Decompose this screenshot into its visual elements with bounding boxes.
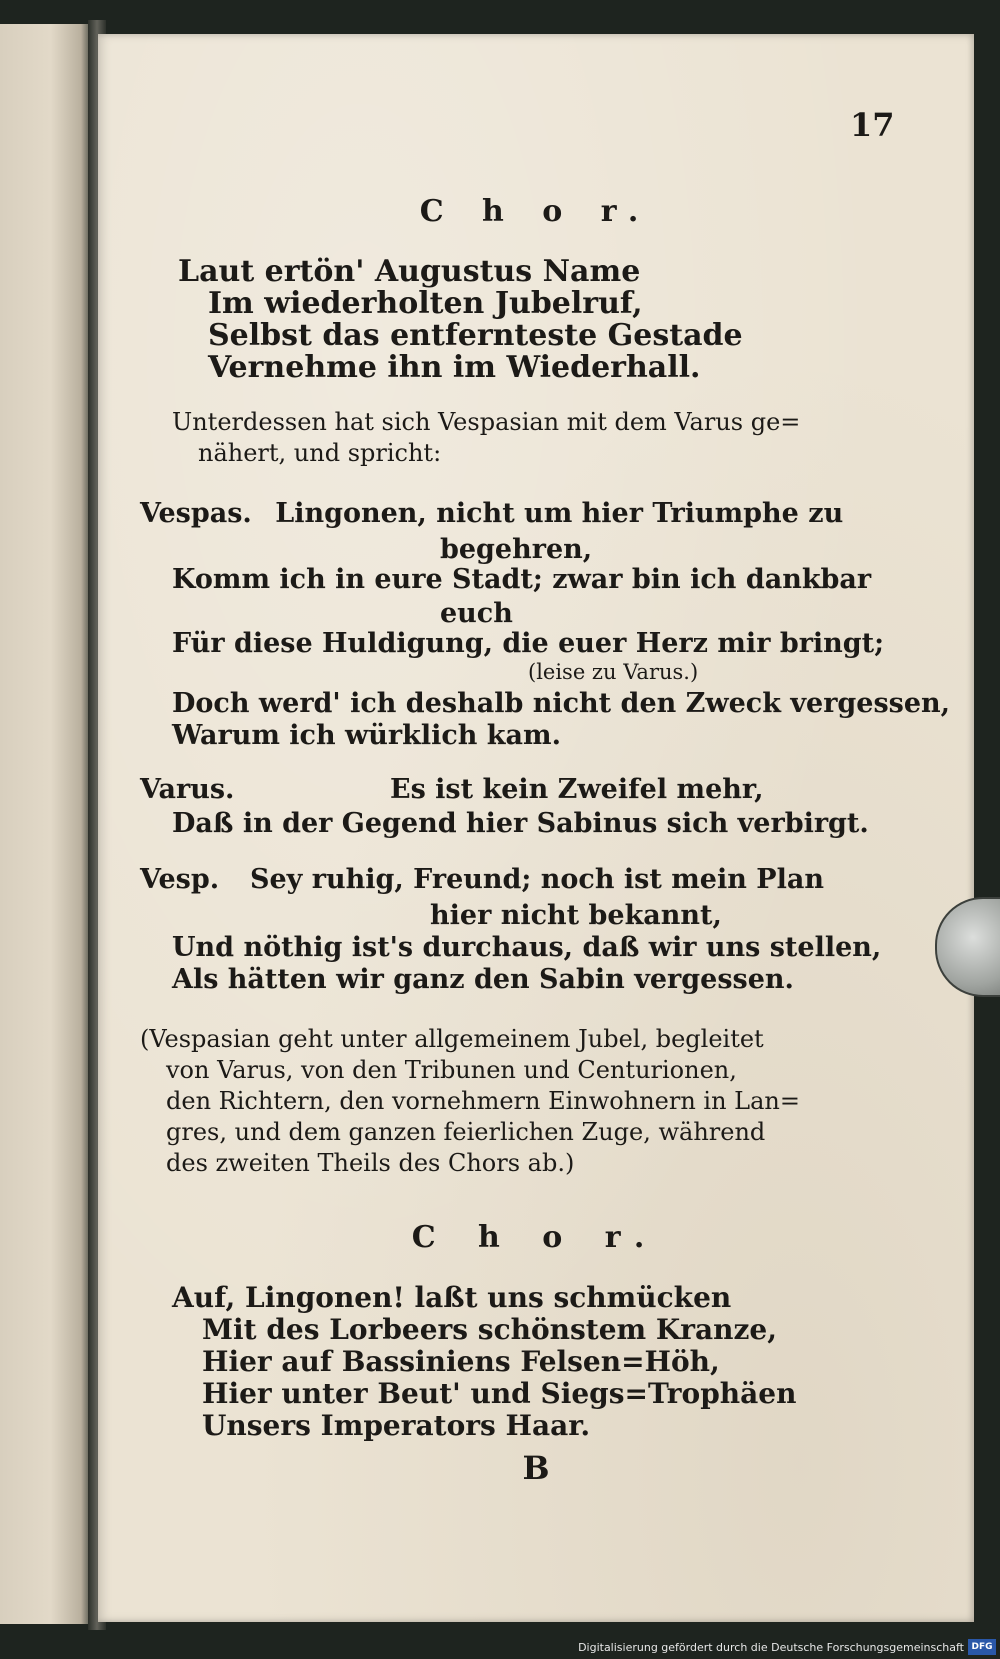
speech-line: Sey ruhig, Freund; noch ist mein Plan — [250, 864, 824, 895]
speech-line-continuation: hier nicht bekannt, — [430, 900, 722, 931]
verse-line: Auf, Lingonen! laßt uns schmücken — [172, 1281, 732, 1314]
verse-line: Hier unter Beut' und Siegs=Trophäen — [202, 1377, 797, 1410]
stage-direction-2 — [140, 1024, 800, 1179]
dfg-logo-icon: DFG — [968, 1639, 996, 1655]
stage-line: gres, und dem ganzen feierlichen Zuge, während — [166, 1118, 766, 1146]
book-page — [98, 34, 974, 1622]
funding-credit: Digitalisierung gefördert durch die Deutsche Forschungsgemeinschaft — [578, 1641, 964, 1654]
speech-line: Für diese Huldigung, die euer Herz mir bringt; — [172, 628, 885, 659]
verse-line: Hier auf Bassiniens Felsen=Höh, — [202, 1345, 720, 1378]
speech-line: Lingonen, nicht um hier Triumphe zu — [275, 498, 844, 529]
stage-line: von Varus, von den Tribunen und Centurionen, — [166, 1056, 737, 1084]
stage-direction-1 — [172, 407, 800, 469]
stage-line: nähert, und spricht: — [198, 439, 442, 467]
verse-line: Unsers Imperators Haar. — [202, 1409, 591, 1442]
speech-line: Warum ich würklich kam. — [172, 720, 561, 751]
chorus-2 — [172, 1282, 796, 1442]
speech-line: Doch werd' ich deshalb nicht den Zweck vergessen, — [172, 688, 951, 719]
verse-line: Laut ertön' Augustus Name — [178, 254, 641, 289]
speech-line: Und nöthig ist's durchaus, daß wir uns stellen, — [172, 932, 882, 963]
speaker-label: Varus. — [140, 774, 235, 805]
speech-vespas — [140, 498, 843, 529]
chorus-heading-2: C h o r. — [411, 1220, 661, 1255]
stage-line: (Vespasian geht unter allgemeinem Jubel, begleitet — [140, 1025, 764, 1053]
catchword: B — [522, 1449, 550, 1487]
stage-line: den Richtern, den vornehmern Einwohnern in Lan= — [166, 1087, 800, 1115]
speaker-label: Vesp. — [140, 864, 220, 895]
verse-line: Vernehme ihn im Wiederhall. — [208, 350, 701, 385]
chorus-heading-1: C h o r. — [419, 194, 653, 229]
speaker-label: Vespas. — [140, 498, 252, 529]
speech-line: Daß in der Gegend hier Sabinus sich verbirgt. — [172, 808, 869, 839]
stage-aside: (leise zu Varus.) — [528, 660, 699, 684]
speech-line: Als hätten wir ganz den Sabin vergessen. — [172, 964, 794, 995]
speech-line-continuation: euch — [440, 598, 513, 629]
left-page-edge — [0, 24, 92, 1624]
verse-line: Selbst das entfernteste Gestade — [208, 318, 743, 353]
speech-line: Es ist kein Zweifel mehr, — [390, 774, 764, 805]
page-number: 17 — [850, 106, 895, 144]
speech-line-continuation: begehren, — [440, 534, 593, 565]
verse-line: Mit des Lorbeers schönstem Kranze, — [202, 1313, 777, 1346]
chorus-1 — [178, 256, 743, 384]
speech-line: Komm ich in eure Stadt; zwar bin ich dankbar — [172, 564, 872, 595]
verse-line: Im wiederholten Jubelruf, — [208, 286, 643, 321]
stage-line: des zweiten Theils des Chors ab.) — [166, 1149, 575, 1177]
stage-line: Unterdessen hat sich Vespasian mit dem Varus ge= — [172, 408, 801, 436]
